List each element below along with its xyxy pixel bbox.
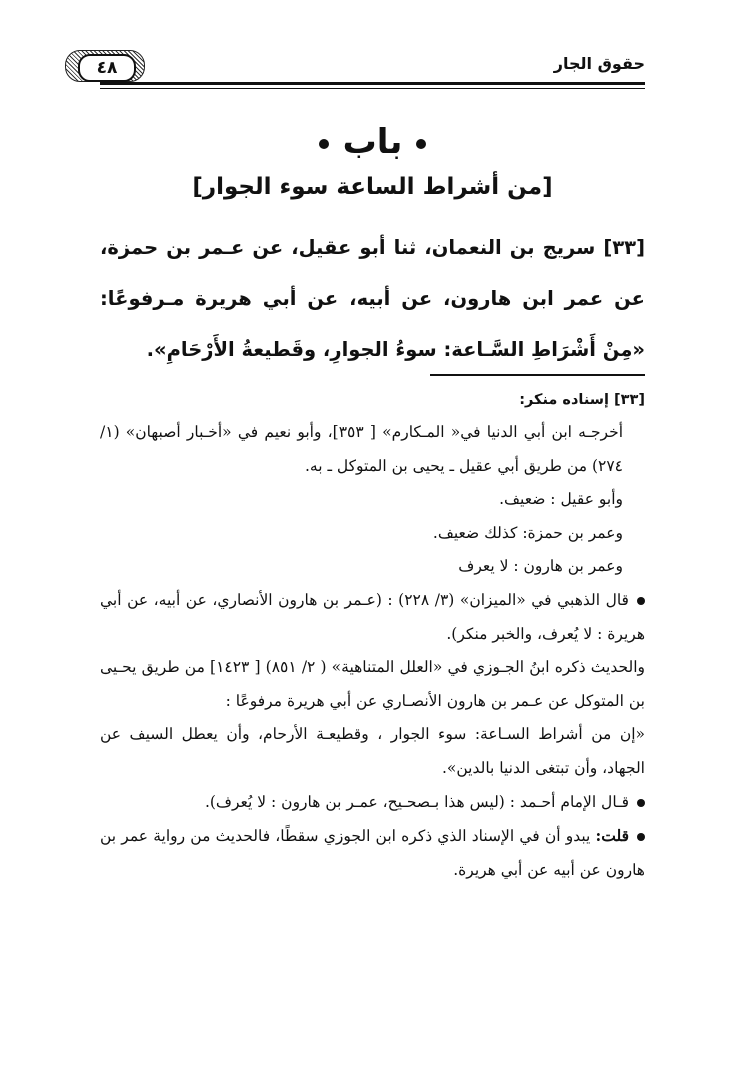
- bullet-icon: [637, 833, 645, 841]
- chapter-heading: [100, 122, 645, 162]
- footnote-paragraph: «إن من أشراط السـاعة: سوء الجوار ، وقطيعـة الأرحام، وأن يعطل السيف عن الجهاد، وأن تبتغى الدنيا بالدين».: [100, 725, 645, 777]
- footnote-divider: [430, 374, 645, 376]
- hadith-text: [٣٣] سريج بن النعمان، ثنا أبو عقيل، عن عـمر بن حمزة، عن عمر ابن هارون، عن أبيه، عن أبي هريرة مـرفوعًا: «مِنْ أَشْرَاطِ السَّـاعة: سوءُ الجوارِ، وقَطيعةُ الأَرْحَامِ».: [100, 236, 645, 361]
- footnote-paragraph: وعمر بن حمزة: كذلك ضعيف.: [432, 523, 623, 542]
- page-header: [96, 44, 645, 90]
- footnote-paragraph: وعمر بن هارون : لا يعرف: [458, 557, 623, 576]
- footnote-paragraph: أخرجـه ابن أبي الدنيا في« المـكارم» [ ٣٥٣]، وأبو نعيم في «أخـبار أصبهان» (١/ ٢٧٤) من طريق أبي عقيل ـ يحيى بن المتوكل ـ به.: [100, 423, 623, 475]
- note-lead: قلت:: [595, 826, 629, 846]
- footnote-paragraph: قلت: يبدو أن في الإسناد الذي ذكره ابن الجوزي سقطًا، فالحديث من رواية عمر بن هارون عن أبيه عن أبي هريرة.: [100, 826, 645, 879]
- footnote-paragraph: قال الذهبي في «الميزان» (٣/ ٢٢٨) : (عـمر بن هارون الأنصاري، عن أبيه، عن أبي هريرة : لا يُعرف، والخبر منكر).: [100, 590, 645, 643]
- footnote-paragraph: وأبو عقيل : ضعيف.: [499, 490, 623, 509]
- page-number: ٤٨: [78, 54, 136, 82]
- footnotes: [100, 384, 645, 887]
- footnote-paragraph: قـال الإمام أحـمد : (ليس هذا بـصحـيح، عمـر بن هارون : لا يُعرف).: [100, 786, 645, 820]
- header-rule-thin: [100, 88, 645, 89]
- header-rule: [100, 82, 645, 85]
- chapter-title: باب: [342, 122, 403, 162]
- footnote-paragraph: والحديث ذكره ابنُ الجـوزي في «العلل المتناهية» ( ٢/ ٨٥١) [ ١٤٢٣] من طريق يحـيى بن المتوكل عن عـمر بن هارون الأنصـاري عن أبي هريرة مرفوعًا :: [100, 658, 645, 710]
- bullet-dot-right: [416, 139, 426, 149]
- page-number-badge: [65, 50, 145, 82]
- footnote-heading: [٣٣] إسناده منكر:: [519, 392, 645, 408]
- bullet-icon: [637, 597, 645, 605]
- bullet-dot-left: [319, 139, 329, 149]
- bullet-icon: [637, 799, 645, 807]
- chapter-subtitle: [من أشراط الساعة سوء الجوار]: [192, 174, 553, 200]
- running-title: حقوق الجار: [553, 54, 645, 73]
